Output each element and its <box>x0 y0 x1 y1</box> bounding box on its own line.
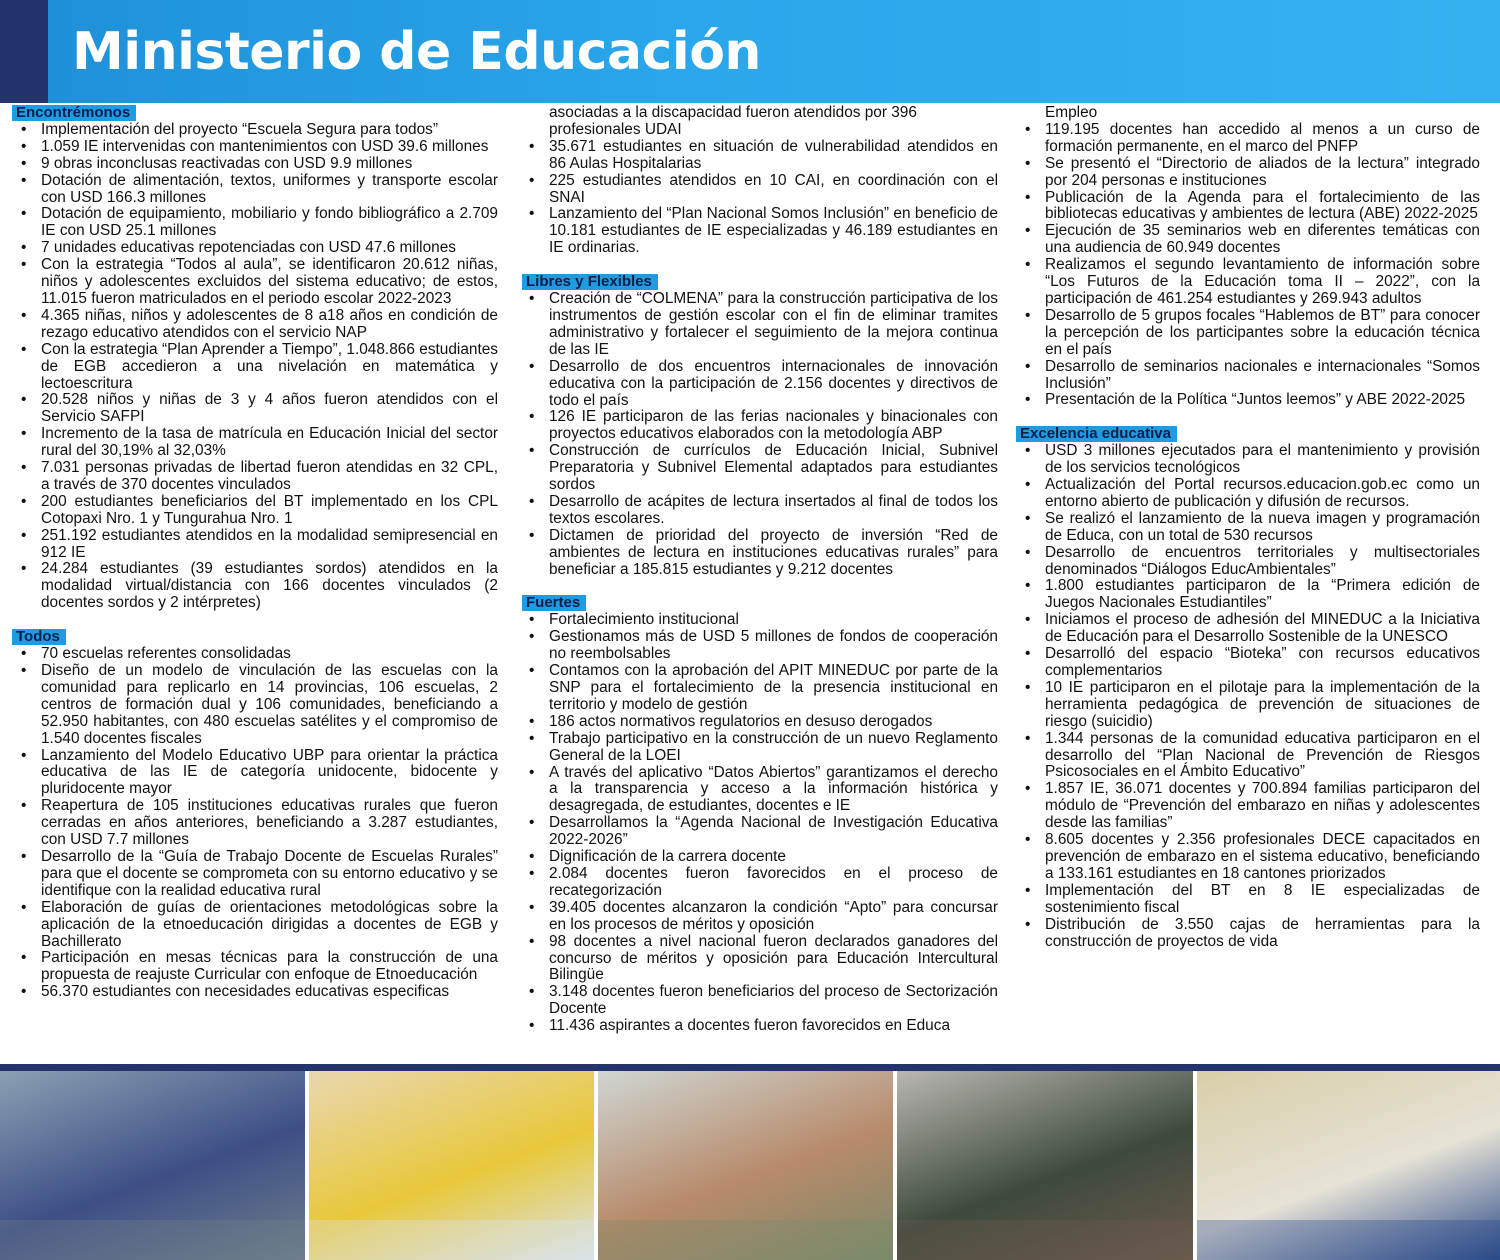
section-title-libres-flexibles: Libres y Flexibles <box>522 274 658 290</box>
list-item: • A través del aplicativo “Datos Abiertos” garantizamos el derecho a la transparencia y acceso a la información histórica y desagregada, de estudiantes, docentes e IE <box>528 765 998 816</box>
list-item: • 20.528 niños y niñas de 3 y 4 años fueron atendidos con el Servicio SAFPI <box>20 392 498 426</box>
list-item: • 98 docentes a nivel nacional fueron declarados ganadores del concurso de méritos y oposición para Educación Intercultural Bilingüe <box>528 934 998 985</box>
page-title: Ministerio de Educación <box>72 22 761 82</box>
list-item: • Construcción de currículos de Educación Inicial, Subnivel Preparatoria y Subnivel Elemental adaptados para estudiantes sordos <box>528 443 998 494</box>
list-item: • Ejecución de 35 seminarios web en diferentes temáticas con una audiencia de 60.949 docentes <box>1024 223 1480 257</box>
list-item: • Desarrollo de encuentros territoriales y multisectoriales denominados “Diálogos EducAmbientales” <box>1024 545 1480 579</box>
photo-children-playground <box>0 1071 305 1260</box>
list-item: • 8.605 docentes y 2.356 profesionales DECE capacitados en prevención de embarazo en el sistema educativo, beneficiando a 133.161 estudiantes en 18 cantones priorizados <box>1024 832 1480 883</box>
list-item: • Realizamos el segundo levantamiento de información sobre “Los Futuros de la Educación toma II – 2022”, con la participación de 461.254 estudiantes y 269.943 adultos <box>1024 257 1480 308</box>
list-item: • Desarrollo de la “Guía de Trabajo Docente de Escuelas Rurales” para que el docente se comprometa con su entorno educativo y se identifique con la realidad educativa rural <box>20 849 498 900</box>
list-item: • Desarrollo de dos encuentros internacionales de innovación educativa con la participación de 2.156 docentes y directivos de todo el país <box>528 359 998 410</box>
list-item: • 1.857 IE, 36.071 docentes y 700.894 familias participaron del módulo de “Prevención del embarazo en niñas y adolescentes desde las familias” <box>1024 781 1480 832</box>
photo-students-uniform <box>897 1071 1193 1260</box>
section-title-excelencia-educativa: Excelencia educativa <box>1016 426 1177 442</box>
list-item: • Elaboración de guías de orientaciones metodológicas sobre la aplicación de la etnoeducación dirigidas a docentes de EGB y Bachillerato <box>20 900 498 951</box>
list-item: • Fortalecimiento institucional <box>528 612 998 629</box>
list-item: • 1.059 IE intervenidas con mantenimientos con USD 39.6 millones <box>20 139 498 156</box>
list-item: • 11.436 aspirantes a docentes fueron favorecidos en Educa <box>528 1018 998 1035</box>
list-item: • Lanzamiento del “Plan Nacional Somos Inclusión” en beneficio de 10.181 estudiantes de IE especializadas y 46.189 estudiantes en IE ordinarias. <box>528 206 998 257</box>
bullet-list-todos <box>20 646 498 1001</box>
list-item: • 200 estudiantes beneficiarios del BT implementado en los CPL Cotopaxi Nro. 1 y Tungurahua Nro. 1 <box>20 494 498 528</box>
column-3 <box>1020 104 1480 950</box>
photo-strip <box>0 1071 1500 1260</box>
list-item: • USD 3 millones ejecutados para el mantenimiento y provisión de los servicios tecnológicos <box>1024 443 1480 477</box>
header-banner <box>0 0 1500 103</box>
list-item: • 1.800 estudiantes participaron de la “Primera edición de Juegos Nacionales Estudiantiles” <box>1024 578 1480 612</box>
list-item: • Iniciamos el proceso de adhesión del MINEDUC a la Iniciativa de Educación para el Desarrollo Sostenible de la UNESCO <box>1024 612 1480 646</box>
list-item: • 10 IE participaron en el pilotaje para la implementación de la herramienta pedagógica de prevención de situaciones de riesgo (suicidio) <box>1024 680 1480 731</box>
list-item: • 56.370 estudiantes con necesidades educativas especificas <box>20 984 498 1001</box>
list-item: • 119.195 docentes han accedido al menos a un curso de formación permanente, en el marco del PNFP <box>1024 122 1480 156</box>
list-item: • Desarrolló del espacio “Bioteka” con recursos educativos complementarios <box>1024 646 1480 680</box>
section-title-fuertes: Fuertes <box>522 595 586 611</box>
section-title-todos: Todos <box>12 629 66 645</box>
photo-smiling-boys <box>598 1071 893 1260</box>
list-item: • 39.405 docentes alcanzaron la condición “Apto” para concursar en los procesos de méritos y oposición <box>528 900 998 934</box>
bullet-list-formacion <box>1024 122 1480 409</box>
list-item: • Desarrollo de seminarios nacionales e internacionales “Somos Inclusión” <box>1024 359 1480 393</box>
list-item: • 1.344 personas de la comunidad educativa participaron en el desarrollo del “Plan Nacional de Prevención de Riesgos Psicosociales en el Ámbito Educativo” <box>1024 731 1480 782</box>
list-item: • Gestionamos más de USD 5 millones de fondos de cooperación no reembolsables <box>528 629 998 663</box>
list-item: • Desarrollamos la “Agenda Nacional de Investigación Educativa 2022-2026” <box>528 815 998 849</box>
list-item: • 9 obras inconclusas reactivadas con USD 9.9 millones <box>20 156 498 173</box>
list-item: • Reapertura de 105 instituciones educativas rurales que fueron cerradas en años anteriores, beneficiando a 3.287 estudiantes, con USD 7.7 millones <box>20 798 498 849</box>
header-accent-bar <box>0 0 48 103</box>
list-item: • Trabajo participativo en la construcción de un nuevo Reglamento General de la LOEI <box>528 731 998 765</box>
list-item: • Incremento de la tasa de matrícula en Educación Inicial del sector rural del 30,19% al 32,03% <box>20 426 498 460</box>
photo-science-lab <box>1197 1071 1500 1260</box>
list-item: • Presentación de la Política “Juntos leemos” y ABE 2022-2025 <box>1024 392 1480 409</box>
list-item: • 24.284 estudiantes (39 estudiantes sordos) atendidos en la modalidad virtual/distancia con 166 docentes vinculados (2 docentes sordos y 2 intérpretes) <box>20 561 498 612</box>
list-item: • Con la estrategia “Plan Aprender a Tiempo”, 1.048.866 estudiantes de EGB accedieron a una nivelación en matemática y lectoescritura <box>20 342 498 393</box>
list-item: • Distribución de 3.550 cajas de herramientas para la construcción de proyectos de vida <box>1024 917 1480 951</box>
list-item: • Desarrollo de acápites de lectura insertados al final de todos los textos escolares. <box>528 494 998 528</box>
list-item: • 4.365 niñas, niños y adolescentes de 8 a18 años en condición de rezago educativo atendidos con el servicio NAP <box>20 308 498 342</box>
list-item: • 3.148 docentes fueron beneficiarios del proceso de Sectorización Docente <box>528 984 998 1018</box>
list-item: • Se realizó el lanzamiento de la nueva imagen y programación de Educa, con un total de 530 recursos <box>1024 511 1480 545</box>
list-item: • Implementación del proyecto “Escuela Segura para todos” <box>20 122 498 139</box>
list-item: • 7.031 personas privadas de libertad fueron atendidas en 32 CPL, a través de 370 docentes vinculados <box>20 460 498 494</box>
bullet-list-excelencia <box>1024 443 1480 950</box>
section-title-encontremonos: Encontrémonos <box>12 105 136 121</box>
continued-text: Empleo <box>1045 104 1098 121</box>
list-item: • Contamos con la aprobación del APIT MINEDUC por parte de la SNP para el fortalecimiento de la presencia institucional en territorio y modelo de gestión <box>528 663 998 714</box>
list-item: • Publicación de la Agenda para el fortalecimiento de las bibliotecas educativas y ambientes de lectura (ABE) 2022-2025 <box>1024 190 1480 224</box>
list-item: • 2.084 docentes fueron favorecidos en el proceso de recategorización <box>528 866 998 900</box>
bullet-list-inclusion <box>528 139 998 257</box>
list-item: • Implementación del BT en 8 IE especializadas de sostenimiento fiscal <box>1024 883 1480 917</box>
list-item: • Dictamen de prioridad del proyecto de inversión “Red de ambientes de lectura en instituciones educativas rurales” para beneficiar a 185.815 estudiantes y 9.212 docentes <box>528 528 998 579</box>
list-item: • 225 estudiantes atendidos en 10 CAI, en coordinación con el SNAI <box>528 173 998 207</box>
photo-classroom-balls <box>309 1071 594 1260</box>
list-item: • 7 unidades educativas repotenciadas con USD 47.6 millones <box>20 240 498 257</box>
list-item: • Lanzamiento del Modelo Educativo UBP para orientar la práctica educativa de las IE de categoría unidocente, bidocente y pluridocente mayor <box>20 748 498 799</box>
list-item: • Dignificación de la carrera docente <box>528 849 998 866</box>
list-item: • 251.192 estudiantes atendidos en la modalidad semipresencial en 912 IE <box>20 528 498 562</box>
column-1 <box>16 104 498 1001</box>
list-item: • Participación en mesas técnicas para la construcción de una propuesta de reajuste Curricular con enfoque de Etnoeducación <box>20 950 498 984</box>
list-item: • Dotación de equipamiento, mobiliario y fondo bibliográfico a 2.709 IE con USD 25.1 millones <box>20 206 498 240</box>
bullet-list-encontremonos <box>20 122 498 612</box>
bullet-list-fuertes <box>528 612 998 1035</box>
list-item: • Se presentó el “Directorio de aliados de la lectura” integrado por 204 personas e instituciones <box>1024 156 1480 190</box>
list-item: • Con la estrategia “Todos al aula”, se identificaron 20.612 niñas, niños y adolescentes excluidos del sistema educativo; de estos, 11.015 fueron matriculados en el periodo escolar 2022-2023 <box>20 257 498 308</box>
list-item: • 35.671 estudiantes en situación de vulnerabilidad atendidos en 86 Aulas Hospitalarias <box>528 139 998 173</box>
list-item: • Creación de “COLMENA” para la construcción participativa de los instrumentos de gestión escolar con el fin de eliminar tramites administrativo y fortalecer el seguimiento de la mejora continua de las IE <box>528 291 998 359</box>
continued-text: asociadas a la discapacidad fueron atendidos por 396 profesionales UDAI <box>549 104 917 138</box>
footer-divider <box>0 1064 1500 1071</box>
bullet-list-libres-flexibles <box>528 291 998 578</box>
list-item: • Diseño de un modelo de vinculación de las escuelas con la comunidad para replicarlo en 14 provincias, 106 escuelas, 2 centros de formación dual y 106 comunidades, beneficiando a 52.950 habitantes, con 480 escuelas satélites y el compromiso de 1.540 docentes fiscales <box>20 663 498 748</box>
list-item: • 126 IE participaron de las ferias nacionales y binacionales con proyectos educativos elaborados con la metodología ABP <box>528 409 998 443</box>
list-item: • Dotación de alimentación, textos, uniformes y transporte escolar con USD 166.3 millones <box>20 173 498 207</box>
list-item: • Actualización del Portal recursos.educacion.gob.ec como un entorno abierto de publicación y difusión de recursos. <box>1024 477 1480 511</box>
list-item: • Desarrollo de 5 grupos focales “Hablemos de BT” para conocer la percepción de los participantes sobre la educación técnica en el país <box>1024 308 1480 359</box>
list-item: • 186 actos normativos regulatorios en desuso derogados <box>528 714 998 731</box>
column-2 <box>528 105 998 1035</box>
list-item: • 70 escuelas referentes consolidadas <box>20 646 498 663</box>
